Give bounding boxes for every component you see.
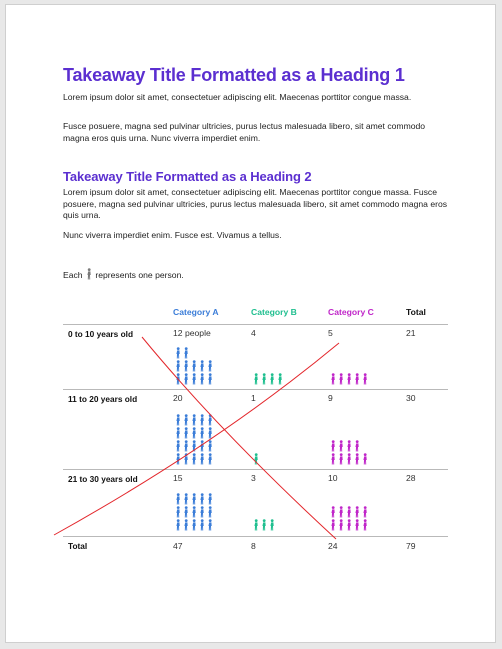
person-icon (269, 519, 275, 531)
person-icon-slot (330, 519, 336, 531)
document-page (5, 4, 496, 643)
person-icon (191, 506, 197, 518)
person-icon (207, 414, 213, 426)
person-icon-slot (207, 453, 213, 465)
column-header: Total (406, 307, 426, 317)
person-icon (175, 414, 181, 426)
person-icon (183, 347, 189, 359)
person-icon (354, 506, 360, 518)
person-icon-slot (207, 440, 213, 452)
person-icon-slot (191, 506, 197, 518)
person-icon (269, 373, 275, 385)
legend (63, 268, 184, 280)
person-icon (338, 506, 344, 518)
table-cell: 9 (328, 393, 333, 403)
paragraph-3: Lorem ipsum dolor sit amet, consectetuer adipiscing elit. Maecenas porttitor congue massa. Fusce posuere, magna sed pulvinar ultricies, purus lectus malesuada libero, sit amet commodo magna eros quis urna. (63, 187, 448, 220)
table-cell: 12 people (173, 328, 211, 338)
person-icon-slot (362, 373, 368, 385)
person-icon (362, 453, 368, 465)
table-cell: 30 (406, 393, 416, 403)
person-icon (183, 373, 189, 385)
person-icon-slot (175, 493, 181, 505)
person-icon (261, 373, 267, 385)
person-icon (277, 373, 283, 385)
person-icon (330, 440, 336, 452)
total-cell: 24 (328, 541, 338, 551)
total-cell: 47 (173, 541, 183, 551)
table-cell: 3 (251, 473, 256, 483)
person-icon-slot (183, 453, 189, 465)
person-icon (346, 373, 352, 385)
person-icon-slot (175, 519, 181, 531)
person-icon-slot (253, 519, 259, 531)
legend-text-after: represents one person. (95, 270, 184, 280)
person-icon (183, 493, 189, 505)
person-icon-slot (207, 414, 213, 426)
person-icon (183, 506, 189, 518)
person-icon (346, 440, 352, 452)
person-icon (207, 427, 213, 439)
person-icon (183, 360, 189, 372)
person-icon (338, 453, 344, 465)
person-icon (253, 519, 259, 531)
person-icon (175, 506, 181, 518)
person-icon (338, 373, 344, 385)
person-icon (183, 519, 189, 531)
person-icon (338, 440, 344, 452)
column-header: Category B (251, 307, 297, 317)
person-icon (354, 453, 360, 465)
person-icon-slot (191, 414, 197, 426)
person-icon (207, 506, 213, 518)
person-icon-slot (183, 440, 189, 452)
paragraph-2: Fusce posuere, magna sed pulvinar ultricies, purus lectus malesuada libero, sit amet commodo magna eros quis urna. Nunc viverra imperdiet enim. (63, 121, 426, 143)
heading-2: Takeaway Title Formatted as a Heading 2 (63, 169, 312, 184)
person-icon (330, 453, 336, 465)
person-icon (207, 373, 213, 385)
table-cell: 20 (173, 393, 183, 403)
person-icon-slot (253, 373, 259, 385)
table-cell: 28 (406, 473, 416, 483)
person-icon (346, 519, 352, 531)
person-icon (175, 453, 181, 465)
person-icon-slot (191, 493, 197, 505)
person-icon-slot (207, 506, 213, 518)
person-icon-slot (183, 347, 189, 359)
person-icon-slot (199, 453, 205, 465)
person-icon-slot (191, 519, 197, 531)
table-row-divider (63, 324, 448, 325)
person-icon (175, 347, 181, 359)
person-icon (191, 427, 197, 439)
person-icon-slot (330, 440, 336, 452)
person-icon (253, 373, 259, 385)
person-icon-slot (191, 373, 197, 385)
person-icon-slot (191, 440, 197, 452)
person-icon (199, 493, 205, 505)
person-icon (183, 427, 189, 439)
heading-1: Takeaway Title Formatted as a Heading 1 (63, 65, 405, 85)
person-icon-slot (183, 414, 189, 426)
person-icon-slot (269, 519, 275, 531)
person-icon (207, 360, 213, 372)
person-icon (175, 373, 181, 385)
person-icon-slot (191, 360, 197, 372)
person-icon (191, 373, 197, 385)
person-icon-slot (199, 519, 205, 531)
table-cell: 10 (328, 473, 338, 483)
person-icon-slot (175, 347, 181, 359)
person-icon-slot (199, 506, 205, 518)
legend-text-before: Each (63, 270, 83, 280)
table-cell: 5 (328, 328, 333, 338)
paragraph-1: Lorem ipsum dolor sit amet, consectetuer adipiscing elit. Maecenas porttitor congue massa. (63, 92, 412, 102)
person-icon (354, 373, 360, 385)
person-icon-slot (362, 453, 368, 465)
person-icon (207, 440, 213, 452)
person-icon-slot (207, 427, 213, 439)
person-icon (207, 493, 213, 505)
person-icon (199, 373, 205, 385)
person-icon-slot (362, 519, 368, 531)
person-icon-slot (261, 373, 267, 385)
person-icon-slot (175, 360, 181, 372)
column-header: Category A (173, 307, 219, 317)
person-icon-slot (183, 506, 189, 518)
person-icon-slot (253, 453, 259, 465)
person-icon-slot (346, 373, 352, 385)
annotation-stroke-1 (142, 337, 336, 539)
person-icon (175, 427, 181, 439)
person-icon-slot (191, 427, 197, 439)
person-icon (183, 453, 189, 465)
person-icon (191, 519, 197, 531)
total-label: Total (68, 541, 88, 551)
person-icon-slot (338, 453, 344, 465)
person-icon (191, 440, 197, 452)
person-icon-slot (330, 453, 336, 465)
total-cell: 8 (251, 541, 256, 551)
person-icon (354, 440, 360, 452)
person-icon (191, 493, 197, 505)
person-icon-slot (338, 519, 344, 531)
person-icon-slot (354, 373, 360, 385)
person-icon-slot (199, 427, 205, 439)
row-label: 21 to 30 years old (68, 474, 138, 484)
legend-person-icon (86, 268, 92, 280)
person-icon-slot (175, 506, 181, 518)
person-icon-slot (207, 493, 213, 505)
person-icon-slot (354, 440, 360, 452)
total-cell: 79 (406, 541, 416, 551)
row-label: 11 to 20 years old (68, 394, 138, 404)
person-icon (354, 519, 360, 531)
person-icon-slot (346, 506, 352, 518)
person-icon-slot (207, 360, 213, 372)
person-icon (175, 440, 181, 452)
person-icon-slot (175, 440, 181, 452)
person-icon (330, 373, 336, 385)
person-icon-slot (183, 427, 189, 439)
person-icon (175, 519, 181, 531)
person-icon (199, 453, 205, 465)
person-icon (199, 414, 205, 426)
person-icon (191, 453, 197, 465)
table-cell: 15 (173, 473, 183, 483)
person-icon (183, 440, 189, 452)
person-icon (330, 506, 336, 518)
table-cell: 1 (251, 393, 256, 403)
person-icon-slot (175, 453, 181, 465)
table-cell: 4 (251, 328, 256, 338)
person-icon-slot (338, 506, 344, 518)
person-icon (362, 506, 368, 518)
person-icon-slot (175, 427, 181, 439)
person-icon-slot (199, 360, 205, 372)
person-icon-slot (199, 373, 205, 385)
row-label: 0 to 10 years old (68, 329, 134, 339)
person-icon (183, 414, 189, 426)
person-icon (191, 360, 197, 372)
table-cell: 21 (406, 328, 416, 338)
table-row-divider (63, 469, 448, 470)
person-icon (191, 414, 197, 426)
person-icon-slot (354, 506, 360, 518)
person-icon-slot (338, 373, 344, 385)
person-icon-slot (175, 373, 181, 385)
person-icon (338, 519, 344, 531)
table-total-divider (63, 536, 448, 537)
person-icon-slot (269, 373, 275, 385)
person-icon (207, 519, 213, 531)
person-icon-slot (183, 493, 189, 505)
person-icon-slot (175, 414, 181, 426)
person-icon (346, 453, 352, 465)
column-header: Category C (328, 307, 374, 317)
person-icon (199, 427, 205, 439)
paragraph-4: Nunc viverra imperdiet enim. Fusce est. Vivamus a tellus. (63, 230, 282, 240)
person-icon-slot (338, 440, 344, 452)
person-icon (199, 506, 205, 518)
person-icon (199, 519, 205, 531)
person-icon-slot (261, 519, 267, 531)
person-icon (207, 453, 213, 465)
person-icon-slot (207, 519, 213, 531)
person-icon-slot (183, 360, 189, 372)
person-icon-slot (330, 506, 336, 518)
person-icon-slot (199, 440, 205, 452)
person-icon-slot (199, 414, 205, 426)
person-icon-slot (191, 453, 197, 465)
person-icon-slot (199, 493, 205, 505)
person-icon-slot (346, 453, 352, 465)
person-icon-slot (362, 506, 368, 518)
person-icon (199, 360, 205, 372)
person-icon (199, 440, 205, 452)
person-icon (330, 519, 336, 531)
person-icon (175, 360, 181, 372)
person-icon-slot (330, 373, 336, 385)
person-icon (362, 519, 368, 531)
person-icon-slot (183, 373, 189, 385)
person-icon (175, 493, 181, 505)
person-icon-slot (346, 519, 352, 531)
person-icon (261, 519, 267, 531)
person-icon-slot (277, 373, 283, 385)
person-icon (253, 453, 259, 465)
person-icon-slot (346, 440, 352, 452)
table-row-divider (63, 389, 448, 390)
person-icon-slot (354, 453, 360, 465)
person-icon (362, 373, 368, 385)
person-icon-slot (207, 373, 213, 385)
person-icon-slot (183, 519, 189, 531)
person-icon-slot (354, 519, 360, 531)
person-icon (346, 506, 352, 518)
